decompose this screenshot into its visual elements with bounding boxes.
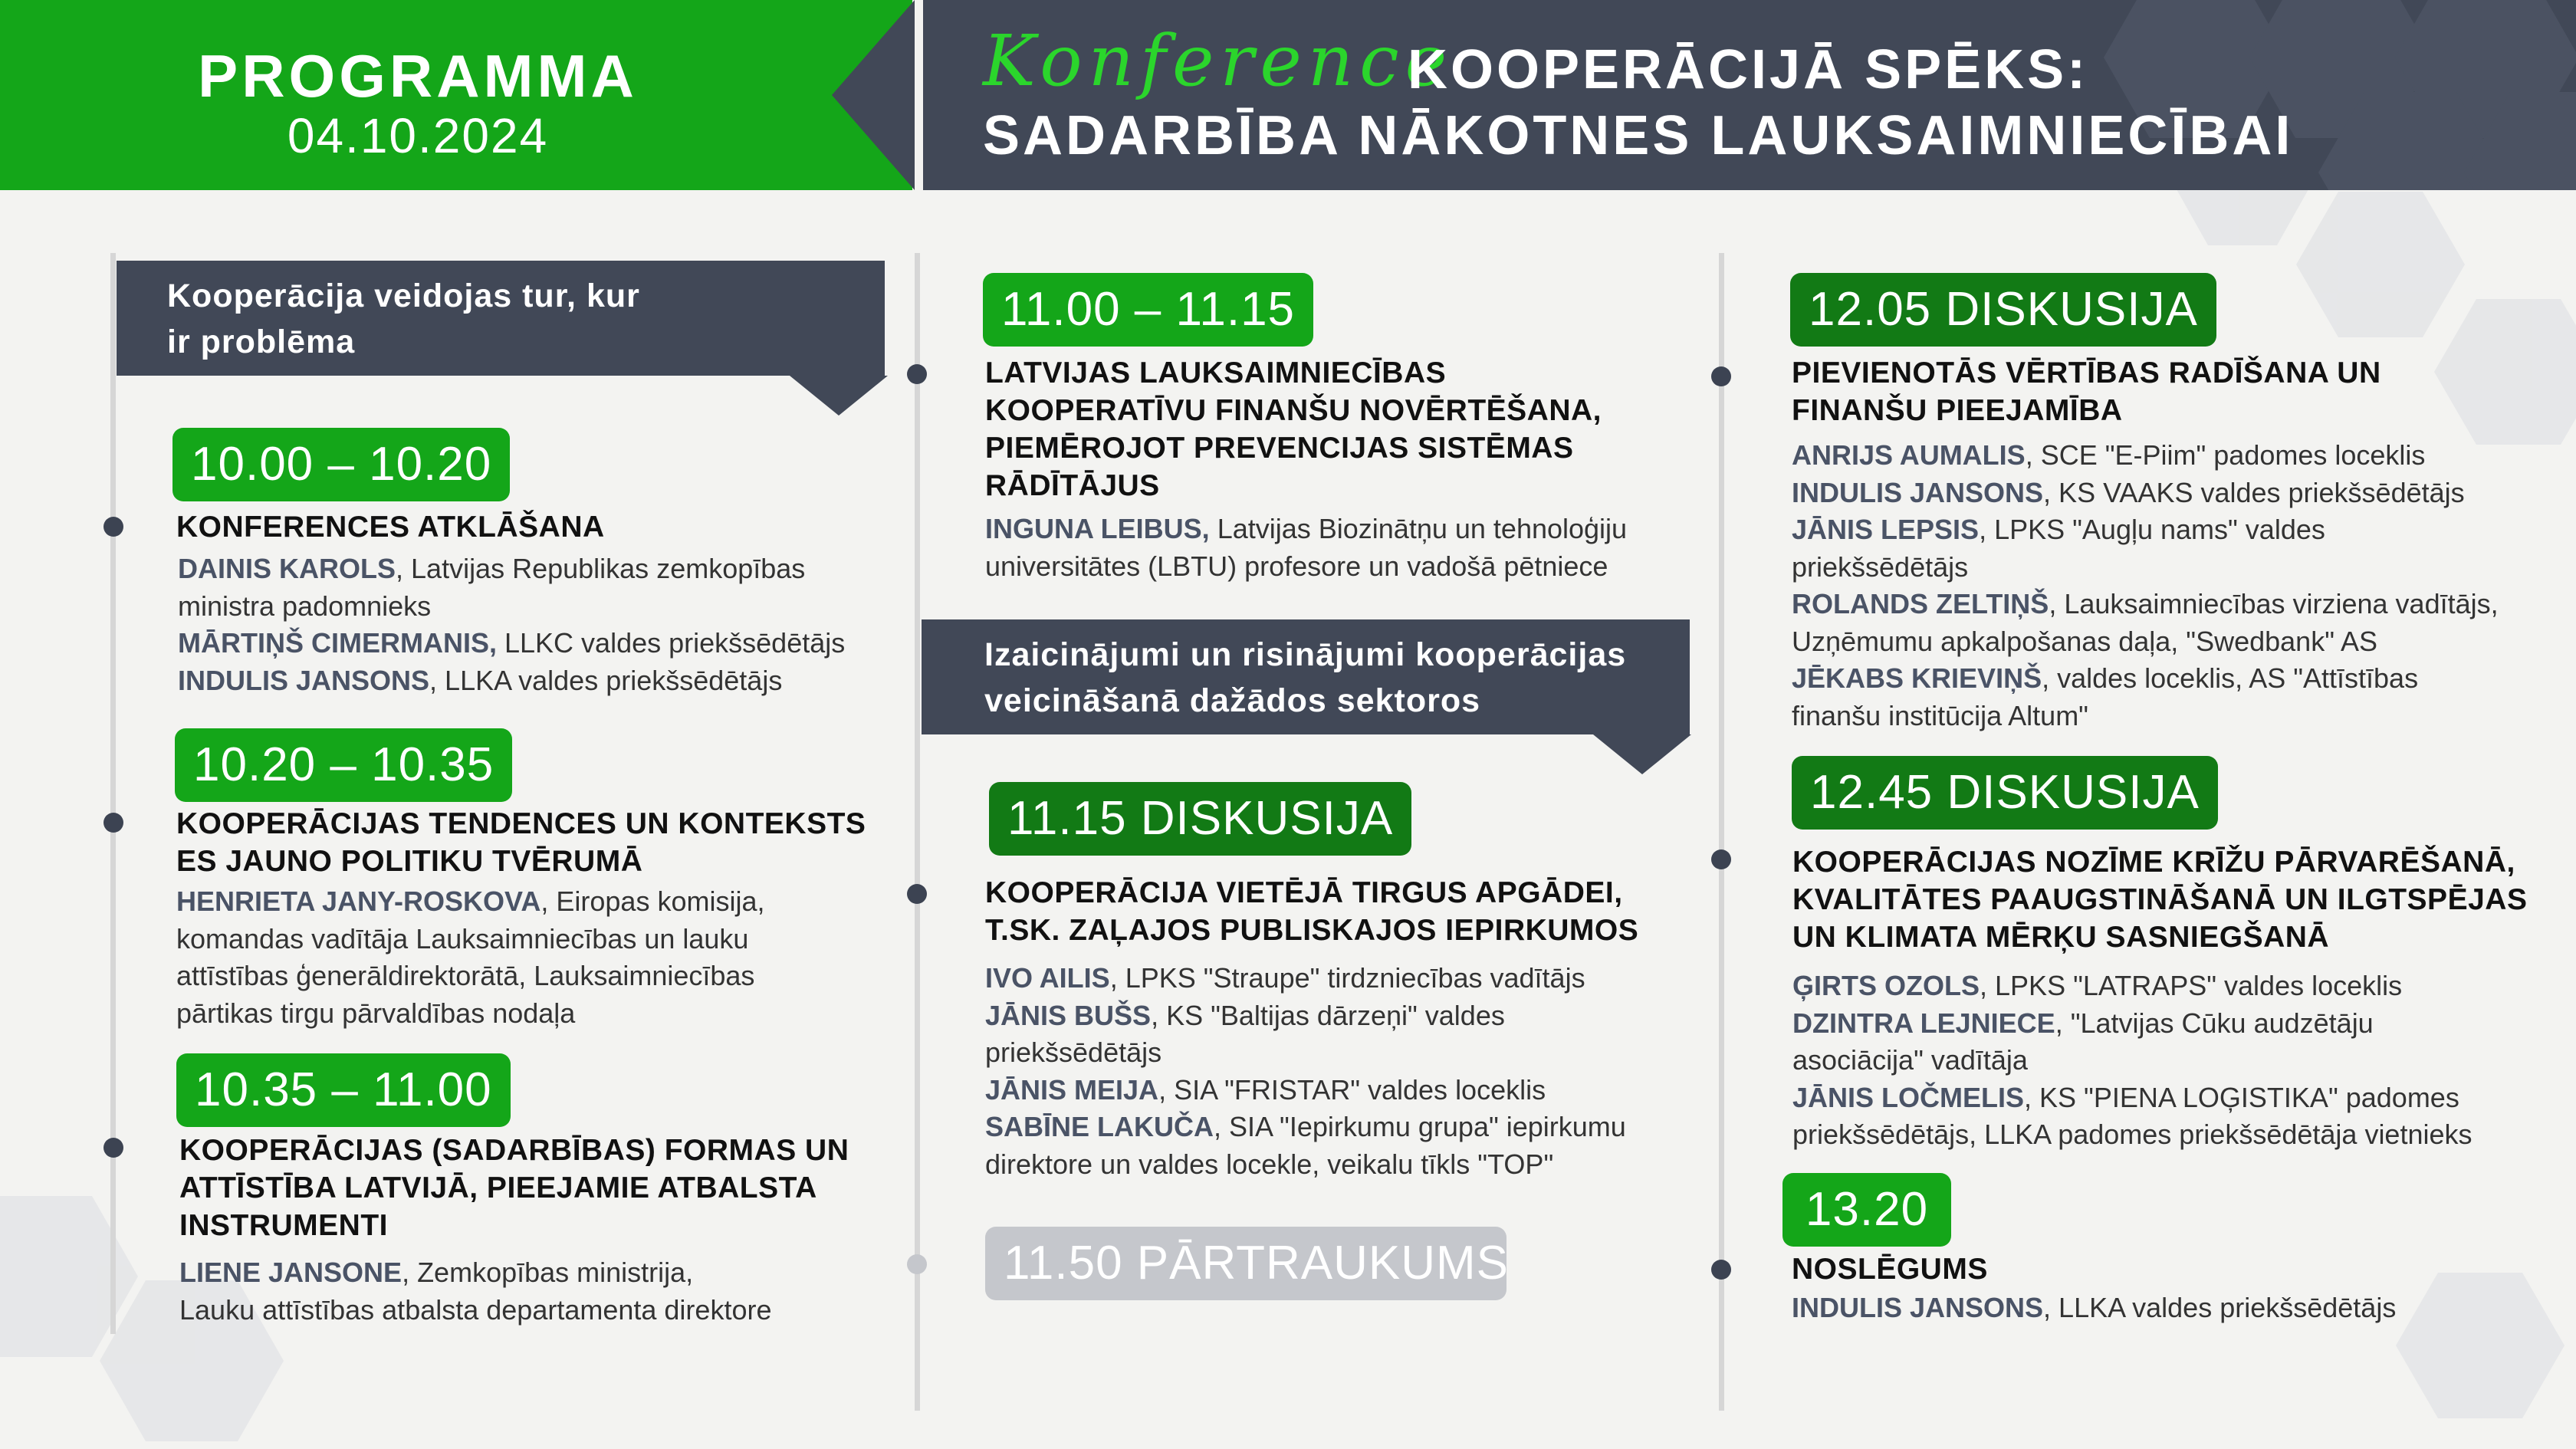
circle-dot-icon — [1711, 849, 1731, 869]
speaker-line: ministra padomnieks — [178, 590, 432, 622]
section-banner-col1 — [117, 261, 885, 376]
time-pill: 13.20 — [1783, 1173, 1951, 1247]
session-title: KOOPERĀCIJAS NOZĪME KRĪŽU PĀRVARĒŠANĀ, KVALITĀTES PAAUGSTINĀŠANĀ UN ILGTSPĒJAS UN KLIMATA MĒRĶU SASNIEGŠANĀ — [1792, 846, 2528, 954]
section-banner-line: ir problēma — [167, 324, 356, 360]
speaker-line: priekšsēdētājs — [1792, 550, 1969, 583]
section-banner-col2 — [922, 619, 1690, 734]
speaker-line: MĀRTIŅŠ CIMERMANIS, LLKC valdes priekšsēdētājs — [178, 627, 846, 659]
time-pill: 11.15 DISKUSIJA — [989, 782, 1411, 856]
session-title: PIEVIENOTĀS VĒRTĪBAS RADĪŠANA UN FINANŠU PIEEJAMĪBA — [1792, 356, 2381, 427]
speaker-line: INDULIS JANSONS, KS VAAKS valdes priekšsēdētājs — [1792, 476, 2465, 508]
speaker-list — [1792, 968, 2472, 1154]
speaker-line: JĀNIS LEPSIS, LPKS "Augļu nams" valdes — [1792, 514, 2325, 545]
circle-dot-icon — [1711, 366, 1731, 386]
speaker-line: INGUNA LEIBUS, Latvijas Biozinātņu un tehnoloģiju — [985, 513, 1628, 544]
time-pill: 12.45 DISKUSIJA — [1792, 756, 2218, 830]
time-pill: 11.00 – 11.15 — [983, 273, 1313, 347]
speaker-line: finanšu institūcija Altum" — [1792, 699, 2088, 731]
circle-dot-icon — [104, 517, 123, 537]
circle-dot-icon — [104, 813, 123, 833]
circle-dot-icon — [104, 1138, 123, 1158]
speaker-line: HENRIETA JANY-ROSKOVA, Eiropas komisija, — [176, 886, 765, 917]
session-title: KONFERENCES ATKLĀŠANA — [176, 511, 605, 544]
speaker-list — [178, 550, 845, 699]
speaker-line: Uzņēmumu apkalpošanas daļa, "Swedbank" AS — [1792, 625, 2378, 657]
speaker-list — [985, 511, 1627, 585]
section-banner-line: Kooperācija veidojas tur, kur — [167, 278, 640, 314]
speaker-line: JĀNIS MEIJA, SIA "FRISTAR" valdes loceklis — [985, 1073, 1546, 1106]
circle-dot-icon — [907, 364, 927, 384]
time-pill: 10.20 – 10.35 — [175, 728, 512, 802]
speaker-line: asociācija" vadītāja — [1792, 1044, 2028, 1076]
session-title: KOOPERĀCIJA VIETĒJĀ TIRGUS APGĀDEI, T.SK. ZAĻAJOS PUBLISKAJOS IEPIRKUMOS — [985, 876, 1639, 947]
speaker-line: INDULIS JANSONS, LLKA valdes priekšsēdētājs — [178, 664, 783, 696]
speaker-list — [179, 1254, 771, 1329]
speaker-line: komandas vadītāja Lauksaimniecības un lauku — [176, 922, 749, 955]
session-title: NOSLĒGUMS — [1792, 1253, 1988, 1286]
circle-dot-icon — [907, 1254, 927, 1274]
conference-label: Konference — [983, 20, 1454, 102]
speaker-line: ANRIJS AUMALIS, SCE "E-Piim" padomes loceklis — [1792, 439, 2426, 471]
speaker-line: priekšsēdētājs — [985, 1037, 1162, 1068]
timeline-line-col1 — [110, 253, 116, 1334]
session-title: KOOPERĀCIJAS (SADARBĪBAS) FORMAS UN ATTĪSTĪBA LATVIJĀ, PIEEJAMIE ATBALSTA INSTRUMENTI — [179, 1134, 849, 1242]
speaker-line: universitātes (LBTU) profesore un vadošā pētniece — [985, 550, 1608, 582]
speaker-line: LIENE JANSONE, Zemkopības ministrija, — [179, 1257, 694, 1288]
session-title: KOOPERĀCIJAS TENDENCES UN KONTEKSTS ES JAUNO POLITIKU TVĒRUMĀ — [176, 807, 866, 878]
program-title: PROGRAMMA — [198, 42, 638, 110]
speaker-line: attīstības ģenerāldirektorātā, Lauksaimniecības — [176, 960, 755, 991]
triangle-down-icon — [790, 376, 888, 416]
speaker-line: INDULIS JANSONS, LLKA valdes priekšsēdētājs — [1792, 1292, 2397, 1323]
circle-dot-icon — [907, 884, 927, 904]
speaker-line: direktore un valdes locekle, veikalu tīkls "TOP" — [985, 1148, 1554, 1180]
timeline-line-col3 — [1719, 253, 1724, 1411]
speaker-line: JĒKABS KRIEVIŅŠ, valdes loceklis, AS "Attīstības — [1792, 662, 2419, 694]
triangle-down-icon — [1593, 734, 1691, 774]
speaker-line: DZINTRA LEJNIECE, "Latvijas Cūku audzētāju — [1792, 1007, 2374, 1039]
time-pill: 12.05 DISKUSIJA — [1790, 273, 2216, 347]
speaker-list — [176, 883, 765, 1032]
speaker-line: ROLANDS ZELTIŅŠ, Lauksaimniecības virziena vadītājs, — [1792, 588, 2499, 619]
header-arrow-notch — [832, 0, 915, 190]
circle-dot-icon — [1711, 1260, 1731, 1280]
timeline-line-col2 — [915, 253, 920, 1411]
speaker-line: pārtikas tirgu pārvaldības nodaļa — [176, 997, 576, 1029]
speaker-list — [985, 960, 1626, 1183]
program-date: 04.10.2024 — [287, 108, 549, 163]
speaker-line: IVO AILIS, LPKS "Straupe" tirdzniecības vadītājs — [985, 962, 1585, 994]
section-banner-line: veicināšanā dažādos sektoros — [984, 682, 1481, 719]
section-banner-line: Izaicinājumi un risinājumi kooperācijas — [984, 636, 1627, 673]
conference-title-line2: SADARBĪBA NĀKOTNES LAUKSAIMNIECĪBAI — [983, 105, 2294, 166]
conference-title-line1: KOOPERĀCIJĀ SPĒKS: — [1408, 39, 2089, 100]
time-pill: 10.35 – 11.00 — [176, 1053, 511, 1127]
speaker-line: JĀNIS BUŠS, KS "Baltijas dārzeņi" valdes — [985, 999, 1505, 1031]
session-title: LATVIJAS LAUKSAIMNIECĪBAS KOOPERATĪVU FINANŠU NOVĒRTĒŠANA, PIEMĒROJOT PREVENCIJAS SISTĒMAS RĀDĪTĀJUS — [985, 356, 1602, 502]
speaker-list — [1792, 1290, 2396, 1327]
speaker-line: JĀNIS LOČMELIS, KS "PIENA LOĢISTIKA" padomes — [1792, 1081, 2459, 1113]
speaker-line: Lauku attīstības atbalsta departamenta direktore — [179, 1293, 772, 1326]
speaker-line: SABĪNE LAKUČA, SIA "Iepirkumu grupa" iepirkumu — [985, 1111, 1626, 1142]
speaker-line: DAINIS KAROLS, Latvijas Republikas zemkopības — [178, 553, 806, 584]
time-pill: 10.00 – 10.20 — [172, 428, 510, 501]
speaker-line: priekšsēdētājs, LLKA padomes priekšsēdētāja vietnieks — [1792, 1119, 2472, 1150]
speaker-list — [1792, 437, 2499, 734]
speaker-line: ĢIRTS OZOLS, LPKS "LATRAPS" valdes loceklis — [1792, 970, 2403, 1001]
break-pill: 11.50 PĀRTRAUKUMS — [985, 1227, 1506, 1300]
